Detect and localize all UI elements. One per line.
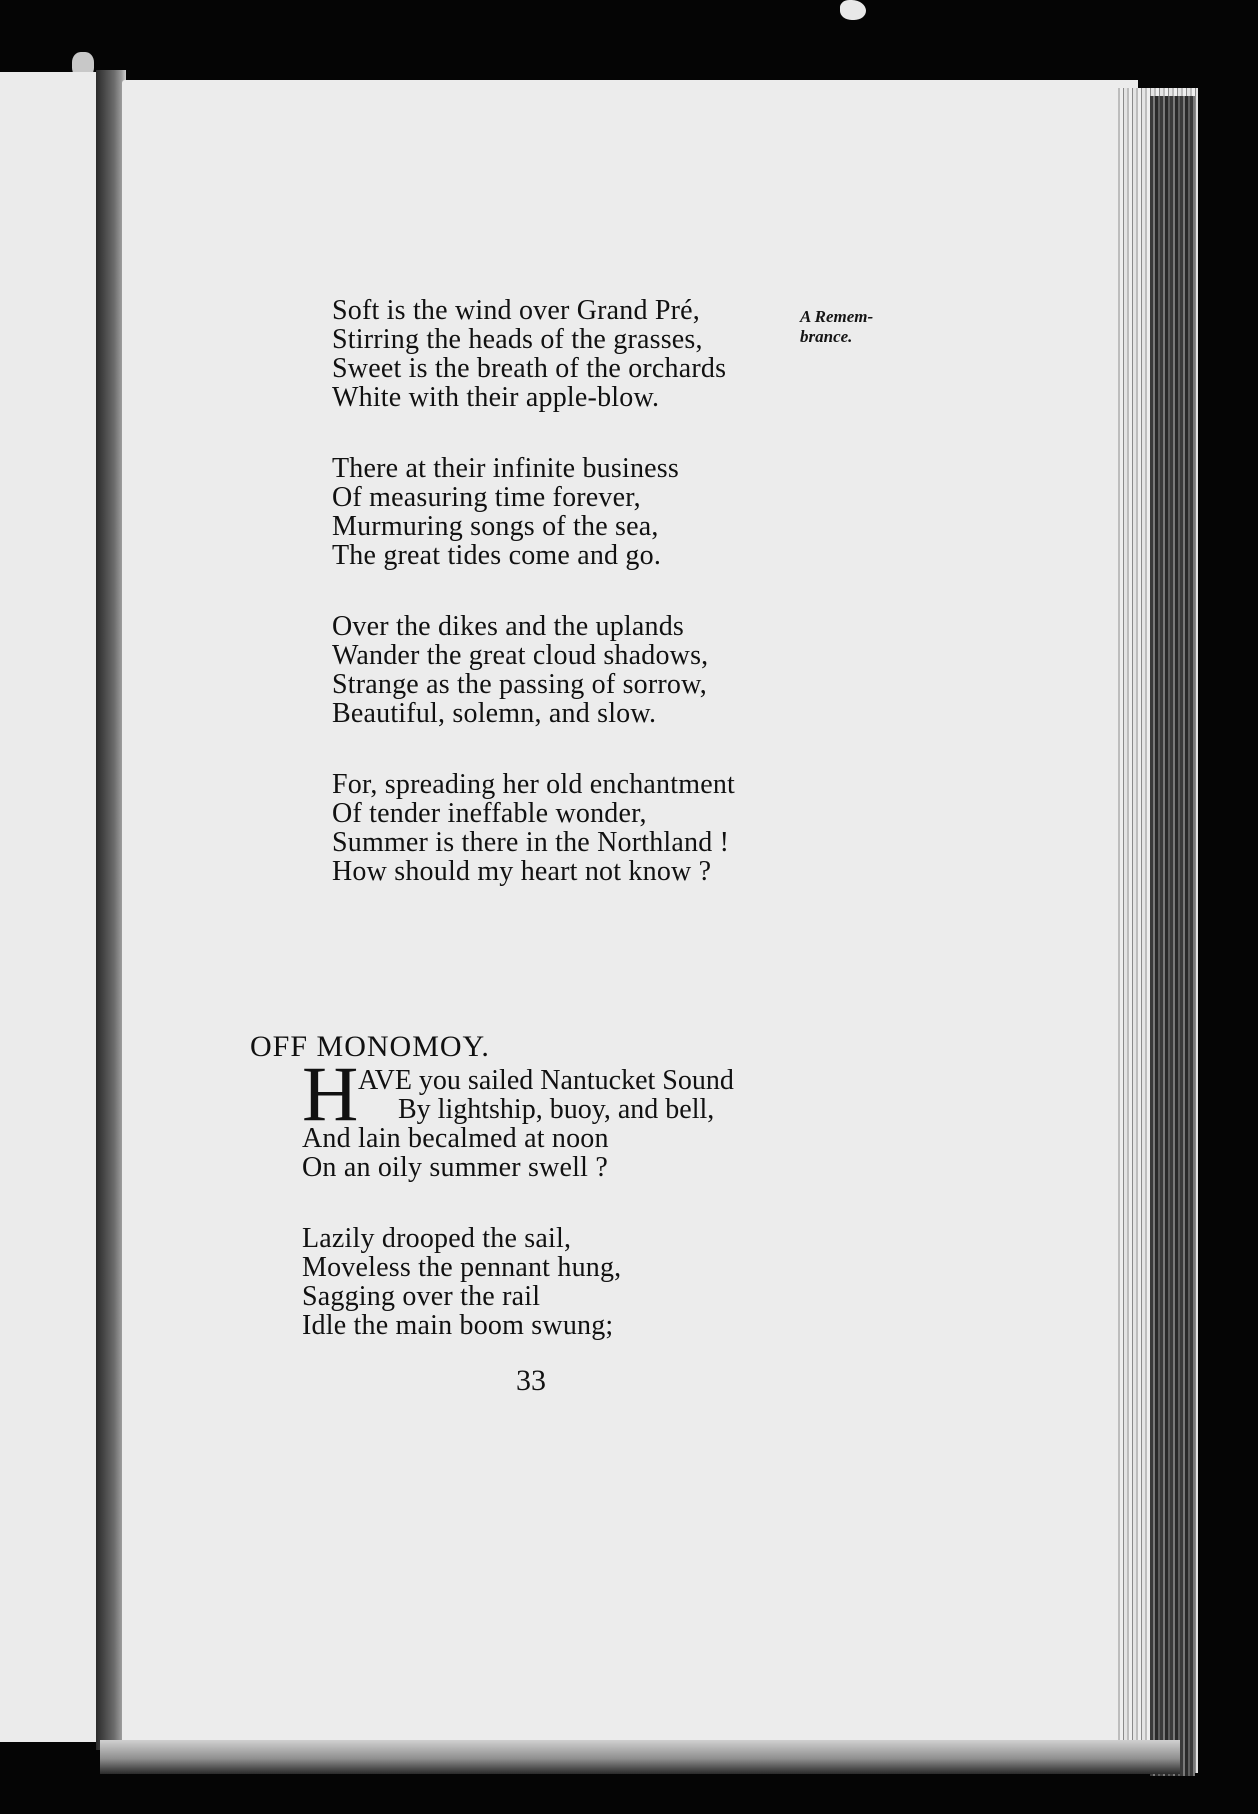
marginal-note-line: A Remem- [800, 307, 874, 326]
verse-line: Stirring the heads of the grasses, [332, 324, 703, 355]
verse-line: AVE you sailed Nantucket Sound [358, 1065, 734, 1096]
verse-line: Sagging over the rail [302, 1281, 541, 1312]
verse-line: Of tender ineffable wonder, [332, 798, 647, 829]
verse-line: And lain becalmed at noon [302, 1123, 609, 1154]
verse-line: How should my heart not know ? [332, 856, 712, 887]
page-number: 33 [516, 1364, 546, 1397]
poem-remembrance [332, 296, 735, 928]
verse-line: Over the dikes and the uplands [332, 611, 685, 642]
verse-line: By lightship, buoy, and bell, [398, 1094, 715, 1125]
verse-line: There at their infinite business [332, 453, 679, 484]
verse-line: Strange as the passing of sorrow, [332, 669, 707, 700]
left-page-edge [0, 72, 100, 1742]
poem-title: OFF MONOMOY. [250, 1030, 490, 1063]
marginal-note [800, 307, 873, 347]
verse-line: Sweet is the breath of the orchards [332, 353, 727, 384]
verse-line: Soft is the wind over Grand Pré, [332, 295, 701, 326]
verse-line: Moveless the pennant hung, [302, 1252, 622, 1283]
page-edges-shadow [1150, 96, 1195, 1776]
verse-line: Idle the main boom swung; [302, 1310, 614, 1341]
stanza [302, 1124, 621, 1182]
stanza [332, 454, 735, 570]
verse-line: Summer is there in the Northland ! [332, 827, 730, 858]
poem-off-monomoy [302, 1124, 621, 1382]
verse-line: Beautiful, solemn, and slow. [332, 698, 657, 729]
stanza [302, 1224, 621, 1340]
marginal-note-line: brance. [800, 327, 853, 346]
stanza [332, 612, 735, 728]
verse-line: Wander the great cloud shadows, [332, 640, 709, 671]
page-bottom-edge [100, 1740, 1180, 1774]
verse-line: The great tides come and go. [332, 540, 662, 571]
drop-cap: H [302, 1050, 359, 1137]
verse-line: White with their apple-blow. [332, 382, 660, 413]
verse-line: On an oily summer swell ? [302, 1152, 608, 1183]
verse-line: Of measuring time forever, [332, 482, 641, 513]
verse-line: For, spreading her old enchantment [332, 769, 736, 800]
scan-blot [840, 0, 866, 20]
verse-line: Lazily drooped the sail, [302, 1223, 572, 1254]
stanza [332, 770, 735, 886]
stanza [332, 296, 735, 412]
verse-line: Murmuring songs of the sea, [332, 511, 659, 542]
